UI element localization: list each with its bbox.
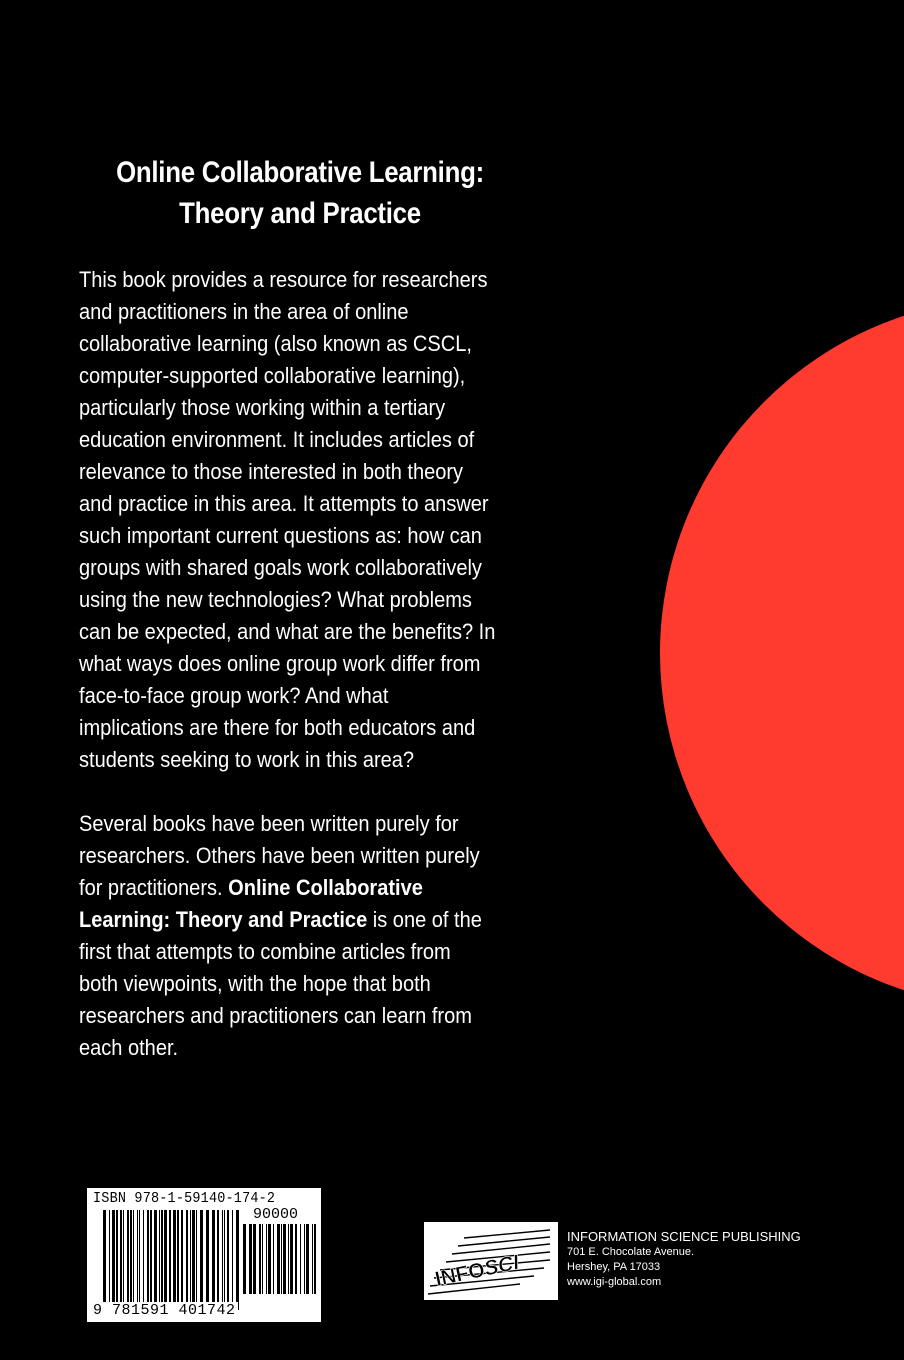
- barcode-bar: [232, 1210, 233, 1302]
- barcode-bar: [137, 1210, 138, 1302]
- text-line: particularly those working within a tertiary: [79, 395, 446, 420]
- text-line: face-to-face group work? And what: [79, 683, 389, 708]
- red-circle-decoration: [660, 298, 904, 1008]
- barcode-bar: [306, 1224, 309, 1294]
- barcode-bar: [143, 1210, 144, 1302]
- barcode-bar: [273, 1224, 274, 1294]
- title-line-2: Theory and Practice: [179, 197, 421, 230]
- book-description: [79, 264, 542, 1064]
- barcode-bar: [186, 1210, 188, 1302]
- text-line: groups with shared goals work collaboratively: [79, 555, 482, 580]
- book-title-inline: Learning: Theory and Practice: [79, 907, 368, 932]
- infosci-logo: [424, 1222, 558, 1300]
- barcode-bar: [300, 1224, 301, 1294]
- barcode-bar: [259, 1224, 261, 1294]
- barcode-bar: [262, 1224, 263, 1294]
- text-segment: is one of the: [367, 907, 482, 932]
- isbn-number: ISBN 978-1-59140-174-2: [93, 1190, 276, 1207]
- barcode-addon-bars: [243, 1224, 317, 1302]
- barcode-bar: [196, 1210, 197, 1302]
- publisher-address-city: Hershey, PA 17033: [567, 1261, 661, 1273]
- text-line: first that attempts to combine articles from: [79, 939, 451, 964]
- text-line: both viewpoints, with the hope that both: [79, 971, 431, 996]
- text-line: such important current questions as: how can: [79, 523, 482, 548]
- description-paragraph-1: [79, 264, 542, 776]
- barcode-bar: [224, 1210, 225, 1302]
- barcode-bar: [222, 1210, 223, 1302]
- text-segment: for practitioners.: [79, 875, 229, 900]
- title-line-1: Online Collaborative Learning:: [116, 156, 484, 189]
- barcode-bar: [236, 1210, 239, 1310]
- text-line: using the new technologies? What problems: [79, 587, 472, 612]
- text-line: and practitioners in the area of online: [79, 299, 409, 324]
- text-line: [79, 872, 542, 904]
- barcode-bar: [295, 1224, 297, 1294]
- text-line: education environment. It includes articles of: [79, 427, 475, 452]
- text-line: implications are there for both educators and: [79, 715, 476, 740]
- barcode-bar: [266, 1224, 267, 1294]
- text-line: collaborative learning (also known as CSCL,: [79, 331, 472, 356]
- publisher-website: www.igi-global.com: [567, 1276, 662, 1288]
- text-line: students seeking to work in this area?: [79, 747, 415, 772]
- barcode-bar: [249, 1224, 252, 1294]
- text-line: can be expected, and what are the benefits? In: [79, 619, 496, 644]
- barcode-bar: [200, 1210, 203, 1302]
- text-line: This book provides a resource for researchers: [79, 267, 488, 292]
- barcode-bar: [243, 1224, 246, 1294]
- barcode-bar: [127, 1210, 129, 1302]
- barcode-bar: [123, 1210, 124, 1302]
- text-line: researchers. Others have been written purely: [79, 843, 480, 868]
- barcode-bar: [161, 1210, 163, 1302]
- barcode-bar: [159, 1210, 160, 1302]
- text-line: researchers and practitioners can learn from: [79, 1003, 472, 1028]
- barcode-bar: [192, 1210, 195, 1302]
- text-line: what ways does online group work differ from: [79, 651, 481, 676]
- barcode-bar: [283, 1224, 286, 1294]
- barcode-bar: [109, 1210, 110, 1310]
- description-paragraph-2: [79, 808, 542, 1064]
- barcode-bar: [173, 1210, 176, 1310]
- text-line: relevance to those interested in both theory: [79, 459, 464, 484]
- text-line: and practice in this area. It attempts to answer: [79, 491, 489, 516]
- barcode-bar: [217, 1210, 219, 1302]
- logo-wordmark: INFOSCI: [433, 1250, 522, 1292]
- barcode-bar: [290, 1224, 293, 1294]
- barcode-bar: [150, 1210, 152, 1302]
- ean-number: 9 781591 401742: [93, 1302, 236, 1319]
- barcode-bar: [190, 1210, 191, 1302]
- barcode-bar: [312, 1224, 313, 1294]
- barcode-bar: [227, 1210, 229, 1302]
- book-title: [95, 152, 504, 234]
- barcode-bar: [206, 1210, 209, 1302]
- barcode-bar: [139, 1210, 140, 1302]
- barcode-bar: [212, 1210, 215, 1302]
- barcode-bar: [281, 1224, 282, 1294]
- book-title-inline: Online Collaborative: [228, 875, 423, 900]
- barcode-bar: [288, 1224, 289, 1294]
- barcode-bar: [304, 1224, 305, 1294]
- isbn-barcode: [87, 1188, 321, 1322]
- barcode-bar: [112, 1210, 115, 1302]
- barcode-bar: [147, 1210, 149, 1302]
- infosci-logo-graphic: [424, 1222, 558, 1300]
- barcode-bar: [164, 1210, 167, 1302]
- publisher-address-street: 701 E. Chocolate Avenue.: [567, 1246, 695, 1258]
- barcode-bar: [268, 1224, 271, 1294]
- barcode-bar: [181, 1210, 183, 1302]
- text-line: Several books have been written purely for: [79, 811, 459, 836]
- barcode-bar: [130, 1210, 132, 1302]
- text-line: computer-supported collaborative learning),: [79, 363, 466, 388]
- barcode-bar: [277, 1224, 280, 1294]
- barcode-bar: [120, 1210, 122, 1302]
- barcode-bar: [116, 1210, 118, 1302]
- barcode-bar: [314, 1224, 316, 1294]
- barcode-bar: [154, 1210, 157, 1302]
- barcode-bar: [103, 1210, 106, 1310]
- barcode-bars: [103, 1210, 239, 1310]
- barcode-bar: [133, 1210, 134, 1302]
- text-line: each other.: [79, 1035, 179, 1060]
- text-line: [79, 904, 542, 936]
- barcode-addon-number: 90000: [253, 1206, 299, 1223]
- publisher-name: INFORMATION SCIENCE PUBLISHING: [567, 1229, 801, 1244]
- barcode-bar: [177, 1210, 179, 1302]
- publisher-info: [567, 1229, 801, 1290]
- barcode-bar: [169, 1210, 171, 1310]
- barcode-bar: [253, 1224, 256, 1294]
